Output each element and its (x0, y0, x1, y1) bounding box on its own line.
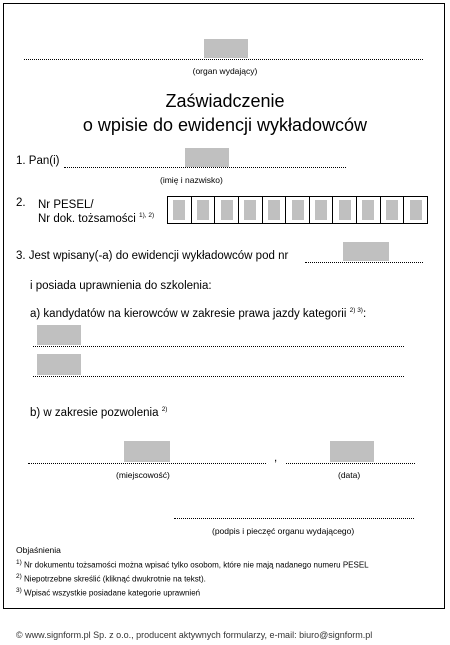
date-line (286, 463, 415, 464)
category-line-1 (33, 346, 404, 347)
pesel-digit-cell[interactable] (357, 197, 381, 223)
id-doc-label (38, 212, 154, 225)
category-input-1[interactable] (37, 325, 81, 345)
name-label: 1. Pan(i) (16, 155, 60, 167)
category-input-2[interactable] (37, 354, 81, 375)
note-text: Nr dokumentu tożsamości można wpisać tylko osobom, które nie mają nadanego numeru PESEL (24, 560, 369, 570)
place-line (28, 463, 266, 464)
pesel-digit-cell[interactable] (333, 197, 357, 223)
registry-number-line (305, 262, 423, 263)
note-item (16, 573, 206, 584)
section2-number: 2. (16, 197, 26, 209)
permit-footnote-mark: 2) (161, 406, 168, 413)
pesel-digit-cell[interactable] (310, 197, 334, 223)
note-text: Wpisać wszystkie posiadane kategorie uprawnień (24, 588, 201, 598)
issuer-input[interactable] (204, 39, 248, 58)
pesel-digit-cell[interactable] (286, 197, 310, 223)
category-line-2 (33, 376, 404, 377)
qualification-label: i posiada uprawnienia do szkolenia: (30, 280, 212, 292)
note-mark: 1) (16, 559, 22, 566)
note-item (16, 559, 369, 570)
registry-label: 3. Jest wpisany(-a) do ewidencji wykładowców pod nr (16, 250, 289, 262)
category-label-suffix: : (362, 307, 367, 320)
category-footnote-mark: 2) 3) (349, 307, 363, 314)
id-doc-label-text: Nr dok. tożsamości (38, 212, 136, 225)
document-subtitle: o wpisie do ewidencji wykładowców (82, 115, 368, 135)
signature-line (174, 518, 414, 519)
registry-number-input[interactable] (343, 242, 389, 261)
note-mark: 2) (16, 573, 22, 580)
name-caption: (imię i nazwisko) (160, 175, 223, 185)
pesel-digit-cell[interactable] (168, 197, 192, 223)
pesel-digit-cell[interactable] (404, 197, 427, 223)
category-label (30, 307, 366, 320)
permit-label-text: b) w zakresie pozwolenia (30, 406, 159, 419)
pesel-digit-cell[interactable] (239, 197, 263, 223)
pesel-digit-cell[interactable] (192, 197, 216, 223)
pesel-label: Nr PESEL/ (38, 199, 94, 211)
note-text: Niepotrzebne skreślić (kliknąć dwukrotnie na tekst). (24, 574, 206, 584)
date-caption: (data) (338, 470, 361, 480)
document-title: Zaświadczenie (165, 91, 285, 111)
place-date-separator: , (274, 452, 278, 464)
footer-copyright: © www.signform.pl Sp. z o.o., producent aktywnych formularzy, e-mail: biuro@signform.pl (16, 630, 373, 640)
issuer-line (24, 59, 423, 60)
note-item (16, 587, 200, 598)
signature-caption: (podpis i pieczęć organu wydającego) (212, 526, 355, 536)
name-line (64, 167, 346, 168)
pesel-digit-cell[interactable] (263, 197, 287, 223)
place-caption: (miejscowość) (116, 470, 170, 480)
category-label-text: a) kandydatów na kierowców w zakresie prawa jazdy kategorii (30, 307, 347, 320)
id-doc-footnote-mark: 1), 2) (138, 212, 155, 219)
place-input[interactable] (124, 441, 170, 462)
date-input[interactable] (330, 441, 374, 462)
name-input[interactable] (185, 148, 229, 167)
pesel-input[interactable] (167, 196, 428, 224)
issuer-caption: (organ wydający) (192, 66, 258, 76)
notes-heading: Objaśnienia (16, 545, 61, 555)
pesel-digit-cell[interactable] (381, 197, 405, 223)
pesel-digit-cell[interactable] (215, 197, 239, 223)
note-mark: 3) (16, 587, 22, 594)
permit-label (30, 406, 167, 419)
